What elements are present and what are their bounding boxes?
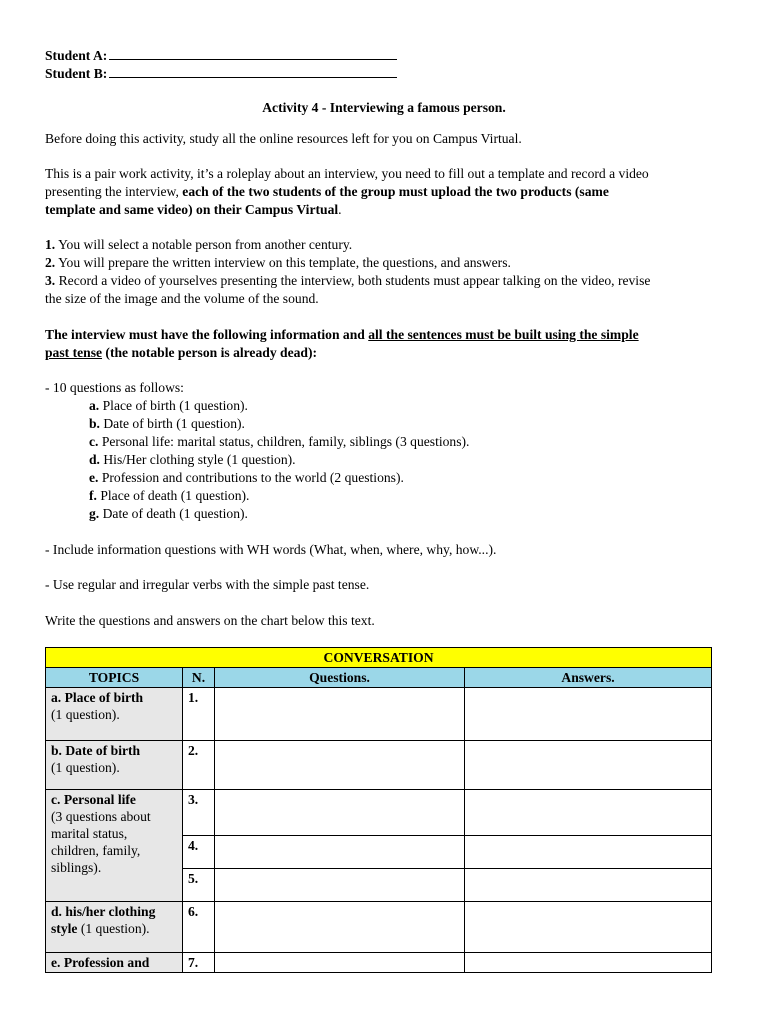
topic-title: d. his/her clothing style — [51, 904, 156, 936]
student-a-label: Student A — [45, 48, 103, 63]
item-letter: f. — [89, 488, 97, 503]
item-letter: e. — [89, 470, 99, 485]
student-a-line: Student A: — [45, 47, 397, 65]
table-row — [46, 953, 712, 973]
table-row — [46, 688, 712, 741]
page-title: Activity 4 - Interviewing a famous person. — [262, 100, 506, 115]
requirement-line-1 — [45, 326, 639, 344]
pair-work-line-3-bold: template and same video) on their Campus Virtual — [45, 202, 339, 217]
topic-detail: (1 question). — [51, 707, 120, 722]
pair-work-line-3-end: . — [338, 202, 342, 217]
step-number: 1. — [45, 237, 56, 252]
question-cell[interactable] — [215, 869, 465, 902]
item-text: Date of death (1 question). — [99, 506, 248, 521]
answer-cell[interactable] — [465, 741, 712, 790]
topic-detail: (3 questions about marital status, children, family, siblings). — [51, 809, 151, 875]
answer-cell[interactable] — [465, 869, 712, 902]
column-header-answers: Answers. — [465, 668, 712, 688]
intro-text: Before doing this activity, study all the online resources left for you on Campus Virtual. — [45, 131, 522, 146]
topic-title: a. Place of birth — [51, 690, 144, 705]
row-number: 2. — [183, 741, 215, 790]
topic-cell-b — [46, 741, 183, 790]
question-cell[interactable] — [215, 836, 465, 869]
item-letter: g. — [89, 506, 100, 521]
note-wh-questions: - Include information questions with WH words (What, when, where, why, how...). — [45, 542, 497, 557]
question-cell[interactable] — [215, 953, 465, 973]
answer-cell[interactable] — [465, 902, 712, 953]
question-cell[interactable] — [215, 688, 465, 741]
question-item-f — [89, 487, 249, 505]
item-letter: d. — [89, 452, 100, 467]
question-item-b — [89, 415, 245, 433]
step-number: 2. — [45, 255, 56, 270]
question-item-g — [89, 505, 248, 523]
requirement-plain: The interview must have the following information and — [45, 327, 369, 342]
question-item-c — [89, 433, 469, 451]
requirement-underlined-2: past tense — [45, 345, 103, 360]
item-letter: c. — [89, 434, 99, 449]
item-letter: a. — [89, 398, 100, 413]
table-row — [46, 902, 712, 953]
question-item-a — [89, 397, 248, 415]
item-text: Profession and contributions to the world (2 questions). — [98, 470, 404, 485]
student-b-blank[interactable] — [109, 65, 397, 78]
step-3-continued: the size of the image and the volume of the sound. — [45, 291, 319, 306]
student-b-line: Student B: — [45, 65, 397, 83]
question-cell[interactable] — [215, 902, 465, 953]
column-header-number: N. — [183, 668, 215, 688]
requirement-plain-2: (the notable person is already dead): — [102, 345, 318, 360]
item-text: Place of death (1 question). — [96, 488, 250, 503]
row-number: 3. — [183, 790, 215, 836]
topic-detail: (1 question). — [51, 760, 120, 775]
row-number: 1. — [183, 688, 215, 741]
question-cell[interactable] — [215, 741, 465, 790]
student-b-label: Student B — [45, 66, 103, 81]
topic-detail: (1 question). — [77, 921, 150, 936]
row-number: 5. — [183, 869, 215, 902]
item-text: His/Her clothing style (1 question). — [99, 452, 296, 467]
requirement-underlined: all the sentences must be built using the simple — [368, 327, 639, 342]
question-item-e — [89, 469, 404, 487]
step-text: You will prepare the written interview on this template, the questions, and answers. — [55, 255, 511, 270]
column-header-topics: TOPICS — [46, 668, 183, 688]
step-3 — [45, 272, 650, 290]
step-1 — [45, 236, 352, 254]
topic-title: c. Personal life — [51, 792, 136, 807]
topic-cell-a — [46, 688, 183, 741]
topic-cell-d — [46, 902, 183, 953]
pair-work-line-1: This is a pair work activity, it’s a roleplay about an interview, you need to fill out a template and record a video — [45, 166, 649, 181]
conversation-table — [45, 647, 712, 973]
table-row — [46, 741, 712, 790]
topic-cell-c — [46, 790, 183, 902]
questions-intro: - 10 questions as follows: — [45, 380, 184, 395]
row-number: 7. — [183, 953, 215, 973]
table-row — [46, 790, 712, 836]
pair-work-line-2 — [45, 183, 609, 201]
row-number: 4. — [183, 836, 215, 869]
answer-cell[interactable] — [465, 790, 712, 836]
student-a-blank[interactable] — [109, 47, 397, 60]
step-2 — [45, 254, 511, 272]
item-letter: b. — [89, 416, 100, 431]
pair-work-line-2-bold: each of the two students of the group must upload the two products (same — [182, 184, 609, 199]
question-cell[interactable] — [215, 790, 465, 836]
step-text: You will select a notable person from another century. — [55, 237, 353, 252]
answer-cell[interactable] — [465, 953, 712, 973]
column-header-questions: Questions. — [215, 668, 465, 688]
pair-work-line-2-plain: presenting the interview, — [45, 184, 183, 199]
question-item-d — [89, 451, 296, 469]
table-instruction: Write the questions and answers on the chart below this text. — [45, 613, 375, 628]
row-number: 6. — [183, 902, 215, 953]
item-text: Personal life: marital status, children, family, siblings (3 questions). — [98, 434, 470, 449]
step-text: Record a video of yourselves presenting the interview, both students must appear talking on the video, revise — [55, 273, 651, 288]
requirement-line-2 — [45, 344, 317, 362]
pair-work-line-3 — [45, 201, 342, 219]
topic-title: e. Profession and — [51, 955, 150, 970]
table-caption: CONVERSATION — [46, 648, 712, 668]
answer-cell[interactable] — [465, 836, 712, 869]
item-text: Date of birth (1 question). — [99, 416, 245, 431]
item-text: Place of birth (1 question). — [99, 398, 248, 413]
answer-cell[interactable] — [465, 688, 712, 741]
topic-cell-e — [46, 953, 183, 973]
topic-title: b. Date of birth — [51, 743, 141, 758]
note-verbs: - Use regular and irregular verbs with the simple past tense. — [45, 577, 370, 592]
step-number: 3. — [45, 273, 56, 288]
